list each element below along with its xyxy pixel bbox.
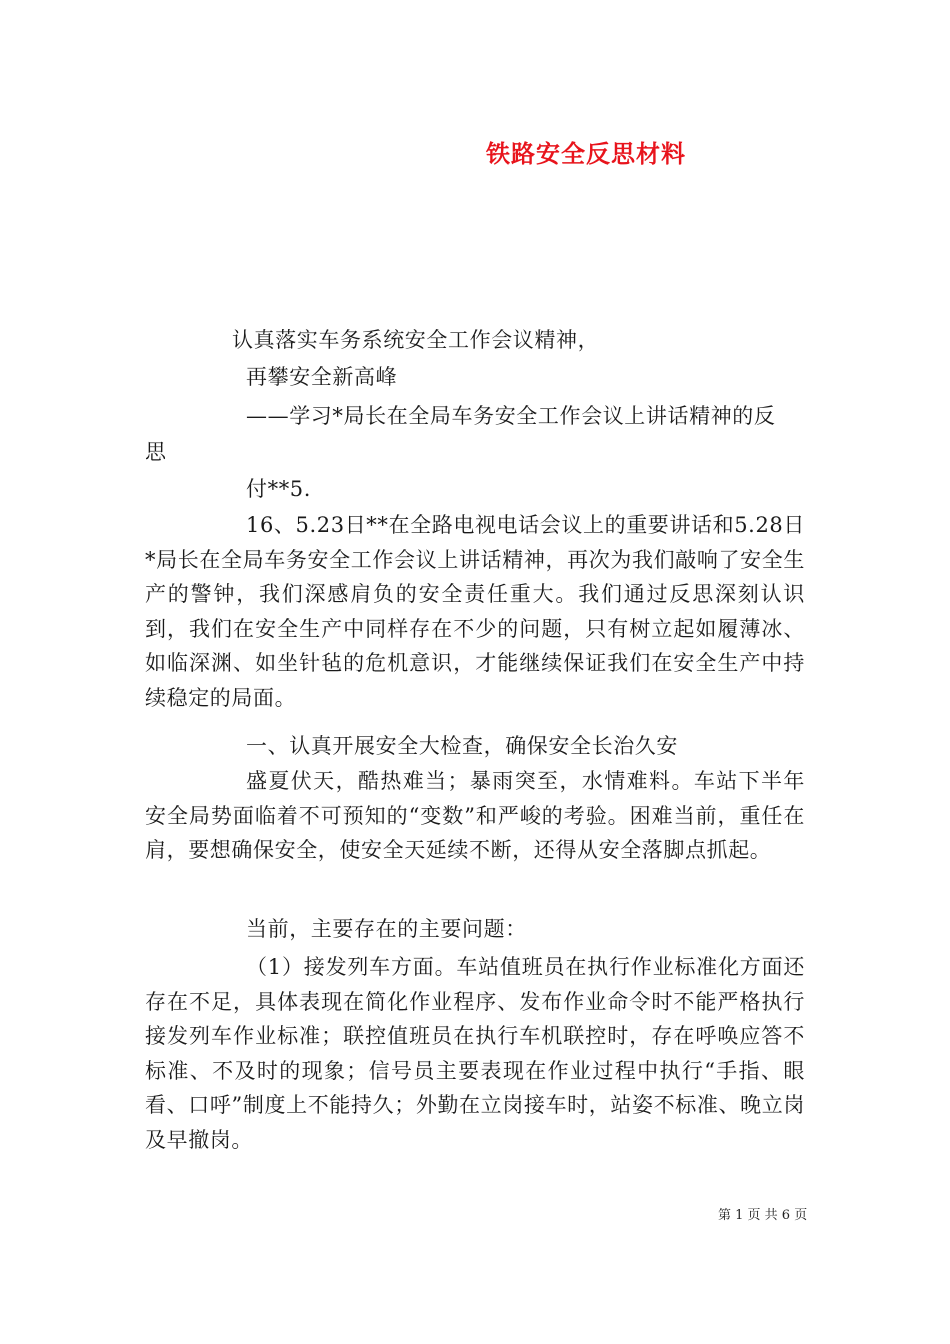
subtitle-wrap: 思 [145, 440, 167, 464]
page-number: 第 1 页 共 6 页 [718, 1208, 808, 1223]
paragraph-1: 16、5.23日**在全路电视电话会议上的重要讲话和5.28日*局长在全局车务安全工作会议上讲话精神，再次为我们敲响了安全生产的警钟，我们深感肩负的安全责任重大。我们通过反思深刻认识到，我们在安全生产中同样存在不少的问题，只有树立起如履薄冰、如临深渊、如坐针毡的危机意识，才能继续保证我们在安全生产中持续稳定的局面。 [145, 513, 805, 710]
paragraph-3: 当前，主要存在的主要问题： [246, 917, 527, 941]
paragraph-4: （1）接发列车方面。车站值班员在执行作业标准化方面还存在不足，具体表现在简化作业程序、发布作业命令时不能严格执行接发列车作业标准；联控值班员在执行车机联控时，存在呼唤应答不标准、不及时的现象；信号员主要表现在作业过程中执行“手指、眼看、口呼”制度上不能持久；外勤在立岗接车时，站姿不标准、晚立岗及早撤岗。 [145, 955, 805, 1152]
heading-line-2: 再攀安全新高峰 [246, 365, 398, 389]
heading-line-1: 认真落实车务系统安全工作会议精神， [232, 328, 600, 352]
author-line: 付**5. [246, 477, 312, 501]
subtitle-line: ——学习*局长在全局车务安全工作会议上讲话精神的反 [246, 404, 776, 428]
document-title: 铁路安全反思材料 [486, 139, 686, 168]
section-1-heading: 一、认真开展安全大检查，确保安全长治久安 [246, 734, 678, 758]
paragraph-2: 盛夏伏天，酷热难当；暴雨突至，水情难料。车站下半年安全局势面临着不可预知的“变数”和严峻的考验。困难当前，重任在肩，要想确保安全，使安全天延续不断，还得从安全落脚点抓起。 [145, 769, 805, 862]
